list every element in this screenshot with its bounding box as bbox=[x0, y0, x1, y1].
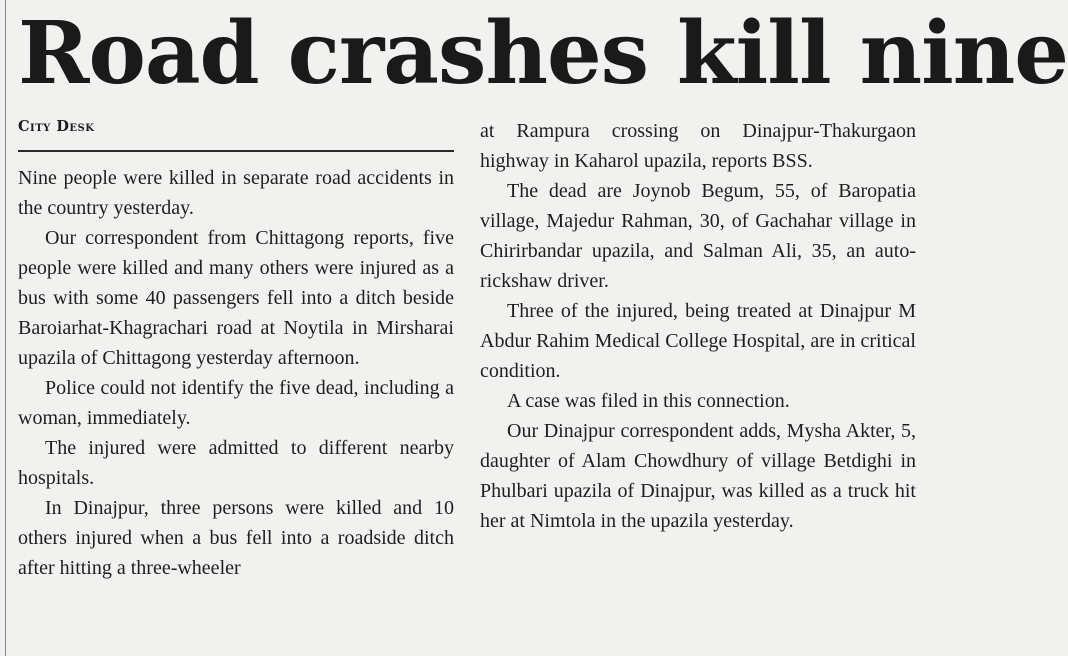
left-column bbox=[18, 163, 454, 583]
paragraph: at Rampura crossing on Dinajpur-Thakurgaon highway in Kaharol upazila, reports BSS. bbox=[480, 120, 916, 172]
paragraph: A case was filed in this connection. bbox=[507, 390, 790, 412]
paragraph: The dead are Joynob Begum, 55, of Baropatia village, Majedur Rahman, 30, of Gachahar village in Chirirbandar upazila, and Salman Ali, 35, an auto-rickshaw driver. bbox=[480, 180, 916, 292]
paragraph: Police could not identify the five dead, including a woman, immediately. bbox=[18, 377, 454, 429]
paragraph: Three of the injured, being treated at Dinajpur M Abdur Rahim Medical College Hospital, are in critical condition. bbox=[480, 300, 916, 382]
paragraph: Our Dinajpur correspondent adds, Mysha Akter, 5, daughter of Alam Chowdhury of village Betdighi in Phulbari upazila of Dinajpur, was killed as a truck hit her at Nimtola in the upazila yesterday. bbox=[480, 420, 916, 532]
headline: Road crashes kill nine bbox=[18, 3, 1068, 104]
left-column-rule bbox=[5, 0, 6, 656]
paragraph: Our correspondent from Chittagong reports, five people were killed and many others were injured as a bus with some 40 passengers fell into a ditch beside Baroiarhat-Khagrachari road at Noytila in Mirsharai upazila of Chittagong yesterday afternoon. bbox=[18, 227, 454, 369]
right-column bbox=[480, 116, 916, 536]
paragraph: Nine people were killed in separate road accidents in the country yesterday. bbox=[18, 167, 454, 219]
byline: City Desk bbox=[18, 118, 95, 135]
paragraph: The injured were admitted to different nearby hospitals. bbox=[18, 437, 454, 489]
byline-rule bbox=[18, 150, 454, 152]
paragraph: In Dinajpur, three persons were killed and 10 others injured when a bus fell into a roadside ditch after hitting a three-wheeler bbox=[18, 497, 454, 579]
